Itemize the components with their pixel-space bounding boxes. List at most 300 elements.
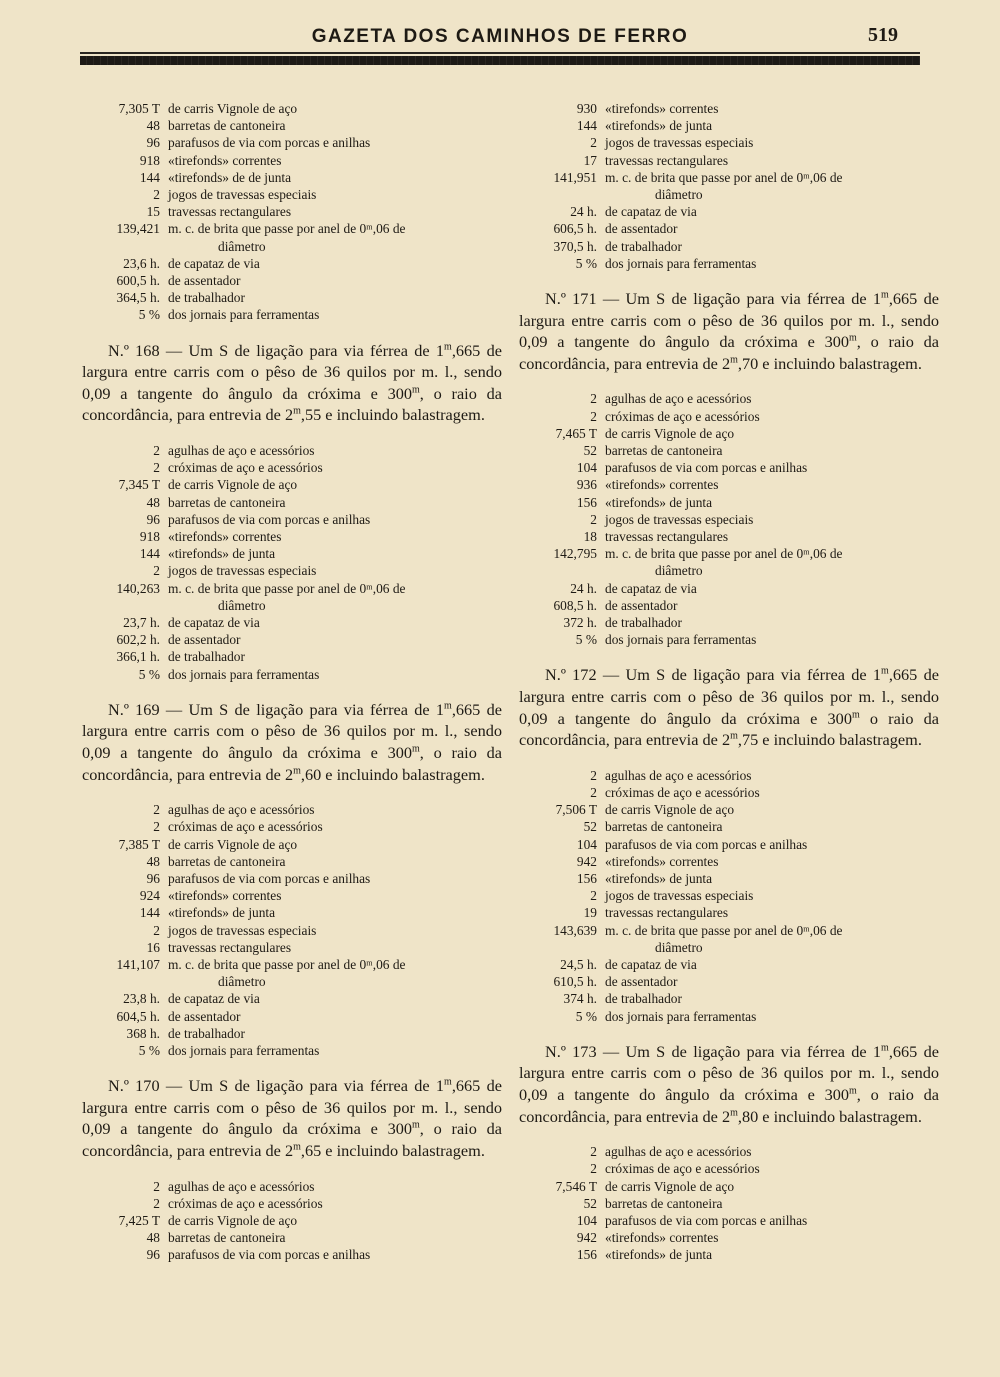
item-quantity: 604,5 h. [116, 1008, 160, 1024]
item-description [605, 152, 939, 169]
list-item [519, 545, 939, 579]
item-quantity: 96 [146, 1247, 160, 1263]
list-item [519, 631, 939, 648]
item-description-text: «tirefonds» correntes [605, 101, 719, 116]
page-number: 519 [868, 24, 898, 46]
item-quantity: 104 [576, 1213, 597, 1229]
list-item [82, 1178, 502, 1195]
entry-text: ,60 e incluindo balastragem. [300, 764, 485, 784]
item-description [605, 476, 939, 493]
list-item [519, 801, 939, 818]
list-item [519, 100, 939, 117]
item-description-text: travessas rectangulares [605, 905, 729, 921]
item-quantity: 7,425 T [118, 1213, 160, 1229]
item-quantity: 52 [583, 1195, 597, 1211]
entry-heading [519, 288, 939, 374]
list-item [82, 476, 502, 493]
item-quantity: 96 [146, 871, 160, 887]
item-description-text: de assentador [605, 221, 678, 237]
unit-superscript: m [730, 1107, 738, 1119]
item-description [168, 289, 502, 306]
unit-superscript: m [293, 765, 301, 777]
item-description-text: jogos de travessas especiais [605, 135, 754, 151]
item-description-text: cróximas de aço e acessórios [605, 1161, 760, 1177]
item-description [168, 956, 502, 990]
item-description [168, 666, 502, 683]
list-item [519, 238, 939, 255]
item-description-continued: diâmetro [655, 563, 703, 579]
item-description [605, 853, 939, 870]
item-description [605, 117, 939, 134]
item-description [605, 1160, 939, 1177]
item-quantity: 942 [576, 853, 597, 869]
item-quantity: 142,795 [553, 546, 597, 562]
item-quantity: 24,5 h. [560, 957, 597, 973]
item-quantity: 7,345 T [118, 477, 160, 493]
list-item [82, 956, 502, 990]
item-description-text: «tirefonds» de junta [605, 118, 713, 134]
list-item [82, 511, 502, 528]
item-description [168, 922, 502, 939]
item-description [605, 614, 939, 631]
item-description-text: dos jornais para ferramentas [605, 255, 757, 271]
entry-text: — Um S de ligação para via férrea de 1 [159, 699, 445, 719]
list-item [82, 990, 502, 1007]
item-description [168, 442, 502, 459]
item-description [168, 169, 502, 186]
item-description-text: barretas de cantoneira [605, 443, 723, 459]
item-description-text: agulhas de aço e acessórios [168, 1178, 315, 1194]
list-item [82, 1195, 502, 1212]
entry-text: ,665 de largura entre carris com o pêso de 36 quilos por m. l., sendo 0,09 a tangente do ângulo da cróxima e 300 [519, 289, 939, 352]
item-description [168, 306, 502, 323]
entry-number: N.º 168 [108, 340, 160, 360]
materials-list [519, 390, 939, 648]
item-description [168, 1212, 502, 1229]
entry-text: , o raio da concordância, para entrevia de 2 [82, 743, 502, 784]
list-item [519, 784, 939, 801]
list-item [82, 289, 502, 306]
item-quantity: 16 [146, 939, 160, 955]
item-description-text: de trabalhador [605, 238, 682, 254]
item-description [605, 511, 939, 528]
entry-text: ,65 e incluindo balastragem. [300, 1141, 485, 1161]
item-quantity: 2 [153, 187, 160, 203]
entry-number: N.º 170 [108, 1076, 160, 1096]
item-description [605, 408, 939, 425]
list-item [82, 836, 502, 853]
item-description [605, 169, 939, 203]
item-description [168, 801, 502, 818]
list-item [82, 220, 502, 254]
item-description [605, 494, 939, 511]
list-item [82, 1246, 502, 1263]
item-description [168, 1025, 502, 1042]
item-description-text: travessas rectangulares [605, 529, 729, 545]
item-description [168, 511, 502, 528]
item-description-continued: diâmetro [655, 939, 703, 955]
item-quantity: 104 [576, 836, 597, 852]
item-quantity: 2 [153, 460, 160, 476]
unit-superscript: m [849, 1085, 857, 1097]
materials-list [519, 100, 939, 272]
list-item [82, 562, 502, 579]
item-description [168, 1195, 502, 1212]
item-description [168, 580, 502, 614]
entry-heading [519, 664, 939, 750]
item-description [168, 134, 502, 151]
list-item [519, 956, 939, 973]
unit-superscript: m [730, 730, 738, 742]
item-description-text: dos jornais para ferramentas [168, 666, 320, 682]
item-description [168, 870, 502, 887]
item-quantity: 156 [576, 494, 597, 510]
item-description-text: m. c. de brita que passe por anel de 0ᵐ,06 de [168, 221, 406, 237]
unit-superscript: m [881, 666, 889, 678]
list-item [82, 853, 502, 870]
item-description-text: de carris Vignole de aço [168, 477, 298, 493]
item-description [168, 220, 502, 254]
list-item [82, 1042, 502, 1059]
item-quantity: 140,263 [116, 580, 160, 596]
item-description-text: «tirefonds» correntes [168, 529, 282, 545]
item-description [605, 1212, 939, 1229]
entry-number: N.º 173 [545, 1041, 597, 1061]
item-description-continued: diâmetro [655, 187, 703, 203]
item-description-text: «tirefonds» de junta [605, 1247, 713, 1263]
item-quantity: 372 h. [563, 615, 597, 631]
item-quantity: 918 [139, 529, 160, 545]
list-item [82, 545, 502, 562]
entry-number: N.º 169 [108, 699, 160, 719]
list-item [82, 152, 502, 169]
unit-superscript: m [412, 384, 420, 396]
list-item [82, 614, 502, 631]
materials-list [82, 801, 502, 1059]
item-quantity: 2 [590, 888, 597, 904]
list-item [82, 528, 502, 545]
list-item [519, 1246, 939, 1263]
item-description [605, 100, 939, 117]
item-description-text: de capataz de via [168, 991, 260, 1007]
item-description-text: «tirefonds» correntes [605, 853, 719, 869]
item-description-text: jogos de travessas especiais [168, 187, 317, 203]
item-quantity: 141,951 [553, 169, 597, 185]
item-description [168, 887, 502, 904]
list-item [82, 186, 502, 203]
item-description [605, 134, 939, 151]
entry-text: ,55 e incluindo balastragem. [300, 405, 485, 425]
item-description [605, 203, 939, 220]
item-quantity: 139,421 [116, 221, 160, 237]
item-description [168, 836, 502, 853]
list-item [519, 408, 939, 425]
item-quantity: 2 [590, 785, 597, 801]
unit-superscript: m [293, 406, 301, 417]
entry-text: — Um S de ligação para via férrea de 1 [596, 289, 882, 309]
item-description [605, 425, 939, 442]
item-description-text: barretas de cantoneira [168, 853, 286, 869]
item-description-text: dos jornais para ferramentas [605, 632, 757, 648]
entry-number: N.º 171 [545, 289, 597, 309]
list-item [519, 818, 939, 835]
item-quantity: 143,639 [553, 922, 597, 938]
item-description [605, 870, 939, 887]
materials-list [519, 767, 939, 1025]
item-description-text: jogos de travessas especiais [168, 922, 317, 938]
item-quantity: 2 [153, 802, 160, 818]
entry-heading [82, 1075, 502, 1161]
item-description-text: dos jornais para ferramentas [605, 1008, 757, 1024]
item-description [605, 238, 939, 255]
item-description-text: jogos de travessas especiais [168, 563, 317, 579]
item-description [168, 186, 502, 203]
item-description-text: dos jornais para ferramentas [168, 1043, 320, 1059]
list-item [82, 904, 502, 921]
item-description [168, 528, 502, 545]
item-description-text: de capataz de via [605, 204, 697, 220]
list-item [519, 1008, 939, 1025]
item-description-text: jogos de travessas especiais [605, 888, 754, 904]
list-item [519, 1229, 939, 1246]
item-description [605, 973, 939, 990]
item-description [605, 528, 939, 545]
item-description-continued: diâmetro [218, 238, 266, 254]
item-description-text: cróximas de aço e acessórios [605, 408, 760, 424]
list-item [519, 528, 939, 545]
unit-superscript: m [849, 332, 857, 344]
list-item [519, 580, 939, 597]
item-description-text: agulhas de aço e acessórios [605, 1144, 752, 1160]
list-item [82, 631, 502, 648]
right-column [519, 100, 939, 1264]
item-quantity: 7,465 T [555, 425, 597, 441]
unit-superscript: m [293, 1141, 301, 1153]
unit-superscript: m [444, 1076, 452, 1088]
list-item [519, 1160, 939, 1177]
list-item [82, 1008, 502, 1025]
item-description [605, 1008, 939, 1025]
entry-text: ,665 de largura entre carris com o pêso de 36 quilos por m. l., sendo 0,09 a tangente do ângulo da cróxima e 300 [82, 340, 502, 403]
item-quantity: 144 [139, 905, 160, 921]
entry-heading [82, 340, 502, 426]
unit-superscript: m [444, 341, 452, 353]
item-quantity: 52 [583, 443, 597, 459]
item-quantity: 366,1 h. [116, 649, 160, 665]
item-description-text: barretas de cantoneira [168, 1230, 286, 1246]
list-item [519, 390, 939, 407]
item-quantity: 610,5 h. [553, 974, 597, 990]
list-item [519, 203, 939, 220]
item-description [168, 1178, 502, 1195]
item-quantity: 5 % [575, 255, 597, 271]
list-item [82, 306, 502, 323]
unit-superscript: m [412, 1120, 420, 1132]
item-quantity: 2 [153, 922, 160, 938]
entry-text: o raio da concordância, para entrevia de 2 [519, 708, 939, 750]
list-item [82, 494, 502, 511]
item-quantity: 5 % [138, 1043, 160, 1059]
list-item [82, 648, 502, 665]
unit-superscript: m [881, 289, 889, 301]
item-description-text: de carris Vignole de aço [168, 1213, 298, 1229]
list-item [82, 1212, 502, 1229]
list-item [519, 1178, 939, 1195]
item-quantity: 144 [139, 546, 160, 562]
list-item [519, 836, 939, 853]
item-description [605, 836, 939, 853]
item-quantity: 918 [139, 152, 160, 168]
list-item [519, 255, 939, 272]
entry-text: , o raio da concordância, para entrevia de 2 [519, 332, 939, 373]
item-description-text: de assentador [168, 632, 241, 648]
list-item [519, 973, 939, 990]
item-quantity: 17 [583, 152, 597, 168]
item-description [168, 1042, 502, 1059]
list-item [519, 1143, 939, 1160]
item-description-text: de carris Vignole de aço [605, 802, 735, 818]
page-header [80, 24, 920, 74]
item-description-text: m. c. de brita que passe por anel de 0ᵐ,06 de [605, 169, 843, 185]
item-description-text: de trabalhador [605, 991, 682, 1007]
item-description [168, 818, 502, 835]
journal-title: GAZETA DOS CAMINHOS DE FERRO [311, 26, 689, 47]
item-quantity: 19 [583, 905, 597, 921]
item-description [605, 990, 939, 1007]
list-item [82, 580, 502, 614]
item-quantity: 2 [590, 1144, 597, 1160]
item-description [605, 390, 939, 407]
item-quantity: 15 [146, 204, 160, 220]
item-description-text: m. c. de brita que passe por anel de 0ᵐ,06 de [605, 546, 843, 562]
item-description [168, 853, 502, 870]
item-description [605, 1178, 939, 1195]
item-description-text: parafusos de via com porcas e anilhas [168, 511, 371, 527]
list-item [519, 990, 939, 1007]
item-description-text: parafusos de via com porcas e anilhas [605, 1213, 808, 1229]
item-description-text: de capataz de via [605, 957, 697, 973]
list-item [82, 169, 502, 186]
item-description-text: barretas de cantoneira [605, 1195, 723, 1211]
item-quantity: 52 [583, 819, 597, 835]
entry-text: ,75 e incluindo balastragem. [737, 730, 922, 750]
item-description [168, 476, 502, 493]
entry-text: ,80 e incluindo balastragem. [737, 1106, 922, 1126]
item-description-text: m. c. de brita que passe por anel de 0ᵐ,06 de [168, 957, 406, 973]
item-quantity: 2 [590, 1161, 597, 1177]
item-description [168, 1246, 502, 1263]
item-quantity: 374 h. [563, 991, 597, 1007]
item-description-text: «tirefonds» de junta [168, 546, 276, 562]
list-item [82, 459, 502, 476]
item-quantity: 7,506 T [555, 802, 597, 818]
entry-text: ,70 e incluindo balastragem. [737, 353, 922, 373]
item-description-text: agulhas de aço e acessórios [168, 802, 315, 818]
entry-text: — Um S de ligação para via férrea de 1 [596, 665, 882, 685]
unit-superscript: m [851, 709, 860, 721]
unit-superscript: m [881, 1042, 889, 1054]
item-description [605, 1195, 939, 1212]
item-description [605, 442, 939, 459]
list-item [519, 459, 939, 476]
item-quantity: 5 % [138, 307, 160, 323]
item-quantity: 942 [576, 1230, 597, 1246]
item-quantity: 602,2 h. [116, 632, 160, 648]
item-description-text: de capataz de via [605, 580, 697, 596]
item-description-text: de capataz de via [168, 255, 260, 271]
item-quantity: 2 [590, 408, 597, 424]
header-rule-thick [80, 56, 920, 65]
materials-list [82, 442, 502, 683]
list-item [82, 134, 502, 151]
item-description-text: de assentador [168, 273, 241, 289]
item-description [168, 1229, 502, 1246]
list-item [82, 887, 502, 904]
list-item [519, 220, 939, 237]
item-description-text: de capataz de via [168, 615, 260, 631]
list-item [519, 476, 939, 493]
item-quantity: 2 [590, 135, 597, 151]
item-quantity: 930 [576, 101, 597, 116]
item-description-text: de carris Vignole de aço [605, 1178, 735, 1194]
item-description-text: agulhas de aço e acessórios [605, 767, 752, 783]
list-item [82, 117, 502, 134]
item-description [168, 562, 502, 579]
item-description-text: «tirefonds» de junta [605, 494, 713, 510]
item-description-text: de carris Vignole de aço [168, 836, 298, 852]
list-item [519, 853, 939, 870]
item-description-text: de trabalhador [168, 290, 245, 306]
left-column [82, 100, 502, 1264]
item-quantity: 370,5 h. [553, 238, 597, 254]
unit-superscript: m [730, 354, 738, 366]
item-description-text: de assentador [605, 597, 678, 613]
item-description [605, 597, 939, 614]
item-quantity: 5 % [138, 666, 160, 682]
entry-text: — Um S de ligação para via férrea de 1 [159, 1076, 445, 1096]
item-quantity: 7,305 T [118, 101, 160, 116]
item-description [605, 784, 939, 801]
item-quantity: 7,385 T [118, 836, 160, 852]
item-description [168, 459, 502, 476]
entry-text: ,665 de largura entre carris com o pêso de 36 quilos por m. l., sendo 0,09 a tangente do ângulo da cróxima e 300 [519, 665, 939, 728]
list-item [519, 922, 939, 956]
item-quantity: 5 % [575, 632, 597, 648]
list-item [82, 1229, 502, 1246]
item-description [168, 614, 502, 631]
item-description [605, 1229, 939, 1246]
item-description-text: travessas rectangulares [168, 204, 292, 220]
list-item [82, 939, 502, 956]
item-description-text: «tirefonds» de junta [168, 905, 276, 921]
item-quantity: 924 [139, 888, 160, 904]
item-description [605, 956, 939, 973]
item-description-text: «tirefonds» correntes [605, 477, 719, 493]
item-description-text: cróximas de aço e acessórios [605, 785, 760, 801]
materials-list [82, 1178, 502, 1264]
item-description [605, 922, 939, 956]
item-description-text: parafusos de via com porcas e anilhas [605, 836, 808, 852]
item-description [168, 1008, 502, 1025]
list-item [519, 442, 939, 459]
item-description-text: travessas rectangulares [605, 152, 729, 168]
entry-heading [519, 1041, 939, 1127]
entry-text: , o raio da concordância, para entrevia de 2 [82, 383, 502, 425]
item-description-text: parafusos de via com porcas e anilhas [605, 460, 808, 476]
item-description-text: de assentador [605, 974, 678, 990]
item-quantity: 144 [139, 169, 160, 185]
header-rule-thin [80, 52, 920, 54]
